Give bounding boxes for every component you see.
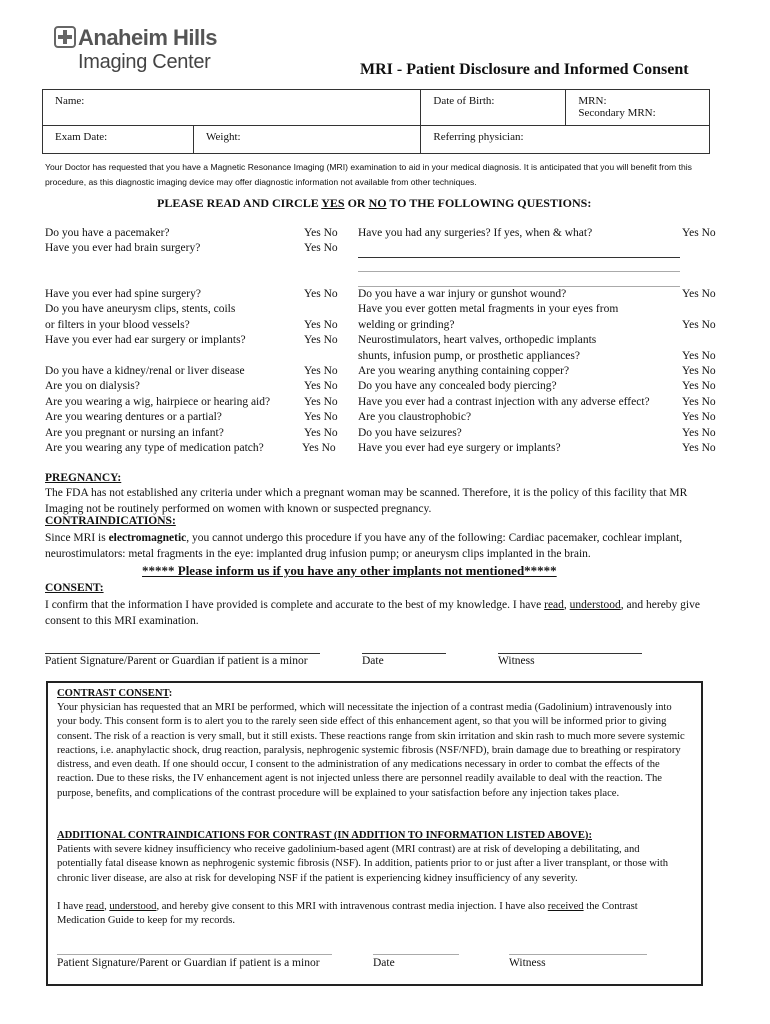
question-right: Do you have a war injury or gunshot wound?	[358, 288, 567, 300]
contrast-consent-mid: , and hereby give consent to this MRI with intravenous contrast media injection. I have also	[156, 901, 548, 912]
patient-signature-line[interactable]	[45, 653, 320, 654]
secondary-mrn-label: Secondary MRN:	[578, 107, 656, 119]
contrast-witness-line[interactable]	[509, 954, 647, 955]
additional-contraindications-text: Patients with severe kidney insufficiency who receive gadolinium-based agent (MRI contrast) are at risk of developing a debilitating, and potentially fatal disease known as nephrogenic systemic fibrosis (NSF). In addition, patients prior to or just after a liver transplant, or those with chronic liver disease, are also at risk for developing NSF if the patient is experiencing kidney insufficiency of any severity.	[57, 844, 669, 884]
consent-comma: ,	[563, 599, 570, 611]
contrast-witness-label: Witness	[509, 957, 546, 969]
yes-no-choice[interactable]: Yes No	[682, 288, 716, 300]
date-signature-line[interactable]	[362, 653, 446, 654]
please-post: TO THE FOLLOWING QUESTIONS:	[386, 196, 592, 210]
logo-line-1: Anaheim Hills	[78, 25, 217, 50]
yes-no-choice[interactable]: Yes No	[304, 411, 338, 423]
mrn-label: MRN:	[578, 95, 607, 107]
contrast-date-label: Date	[373, 957, 395, 969]
question-right: Are you claustrophobic?	[358, 411, 472, 423]
contrast-patient-signature-label: Patient Signature/Parent or Guardian if patient is a minor	[57, 957, 320, 969]
contraindications-post: , you cannot undergo this procedure if you have any of the following: Cardiac pacemaker, cochlear implant, neurostimulators: metal fragments in the eye: implanted drug infusion pump; or aneurysm clips implanted in the brain.	[45, 532, 683, 560]
yes-no-choice[interactable]: Yes No	[682, 350, 716, 362]
consent-understood: understood	[569, 599, 621, 611]
question-right: Have you ever gotten metal fragments in your eyes from	[358, 303, 619, 315]
question-left: Do you have a kidney/renal or liver disease	[45, 365, 245, 377]
contrast-heading-colon: :	[168, 688, 173, 699]
question-left: Have you ever had brain surgery?	[45, 242, 201, 254]
contraindications-text	[45, 530, 721, 562]
name-field[interactable]	[43, 90, 421, 126]
question-right: Do you have seizures?	[358, 427, 462, 439]
contrast-text: Your physician has requested that an MRI be performed, which will necessitate the injection of a contrast media (Gadolinium) intravenously into your body. This consent form is to alert you to the rarely seen side effect of this enhancement agent, so that you will be informed prior to giving consent. The risk of a reaction is very small, but it still exists. These reactions range from skin irritation and skin rash to much more severe systemic reactions, i.e. anaphylactic shock, drug reaction, paralysis, nephrogenic systemic fibrosis (NSF/NFD), brain damage due to breathing or respiratory distress, and even death. If one should occur, I consent to the administration of any medications necessary in order to combat the effects of the reaction. Due to these risks, the IV enhancement agent is not injected unless there are personnel readily available to deal with the reaction. The purpose, benefits, and complications of the contrast procedure will be explained to your satisfaction before any injection takes place.	[57, 702, 685, 799]
exam-date-field[interactable]	[43, 126, 194, 154]
contraindications-bold: electromagnetic	[108, 532, 187, 544]
yes-no-choice[interactable]: Yes No	[302, 442, 336, 454]
exam-date-label: Exam Date:	[55, 131, 108, 143]
yes-no-choice[interactable]: Yes No	[304, 227, 338, 239]
referring-physician-field[interactable]	[421, 126, 710, 154]
question-right: shunts, infusion pump, or prosthetic appliances?	[358, 350, 580, 362]
pregnancy-text: The FDA has not established any criteria under which a pregnant woman may be scanned. Therefore, it is the policy of this facility that MR Imaging not be routinely performed on women with known or suspected pregnancy.	[45, 487, 688, 515]
date-label: Date	[362, 655, 384, 667]
question-right: Have you had any surgeries? If yes, when & what?	[358, 227, 593, 239]
implants-notice: ***** Please inform us if you have any other implants not mentioned*****	[142, 563, 557, 578]
surgery-answer-line[interactable]	[358, 257, 680, 258]
contrast-consent-understood: understood	[109, 901, 157, 912]
name-label: Name:	[55, 95, 85, 107]
consent-pre: I confirm that the information I have provided is complete and accurate to the best of my knowledge. I have	[45, 599, 545, 611]
patient-signature-label: Patient Signature/Parent or Guardian if patient is a minor	[45, 655, 308, 667]
question-right: Do you have any concealed body piercing?	[358, 380, 557, 392]
yes-no-choice[interactable]: Yes No	[304, 365, 338, 377]
question-right: Neurostimulators, heart valves, orthopedic implants	[358, 334, 597, 346]
surgery-answer-line[interactable]	[358, 271, 680, 272]
intro-text: Your Doctor has requested that you have a Magnetic Resonance Imaging (MRI) examination to aid in your medical diagnosis. It is anticipated that you will benefit from this procedure, as this diagnostic imaging device may offer diagnostic information not available from other techniques.	[45, 162, 692, 187]
mrn-field[interactable]	[566, 90, 710, 126]
yes-no-choice[interactable]: Yes No	[304, 319, 338, 331]
pregnancy-heading: PREGNANCY:	[45, 472, 122, 484]
question-left: Are you wearing a wig, hairpiece or hearing aid?	[45, 396, 271, 408]
question-left: Are you pregnant or nursing an infant?	[45, 427, 224, 439]
question-right: Are you wearing anything containing copper?	[358, 365, 570, 377]
question-left: or filters in your blood vessels?	[45, 319, 190, 331]
weight-field[interactable]	[194, 126, 421, 154]
yes-no-choice[interactable]: Yes No	[682, 319, 716, 331]
patient-info-table	[42, 89, 710, 154]
contrast-consent-pre: I have	[57, 901, 86, 912]
yes-no-choice[interactable]: Yes No	[682, 427, 716, 439]
question-left: Are you wearing any type of medication patch?	[45, 442, 264, 454]
yes-no-choice[interactable]: Yes No	[304, 396, 338, 408]
consent-text	[45, 598, 721, 629]
contrast-heading	[57, 687, 172, 701]
question-right: welding or grinding?	[358, 319, 455, 331]
logo-cross-icon	[54, 26, 76, 48]
additional-contraindications-heading: ADDITIONAL CONTRAINDICATIONS FOR CONTRAST (IN ADDITION TO INFORMATION LISTED ABOVE):	[57, 830, 592, 841]
consent-read: read	[544, 599, 564, 611]
yes-no-choice[interactable]: Yes No	[304, 427, 338, 439]
witness-label: Witness	[498, 655, 535, 667]
question-left: Have you ever had spine surgery?	[45, 288, 201, 300]
instructions-heading	[157, 196, 591, 211]
yes-no-choice[interactable]: Yes No	[682, 396, 716, 408]
dob-field[interactable]	[421, 90, 566, 126]
contrast-date-line[interactable]	[373, 954, 459, 955]
contrast-consent-received: received	[547, 901, 584, 912]
contrast-consent-read: read	[85, 901, 105, 912]
contrast-consent-post: the Contrast Medication Guide to keep for my records.	[57, 901, 638, 927]
page-title: MRI - Patient Disclosure and Informed Consent	[360, 61, 689, 78]
yes-no-choice[interactable]: Yes No	[682, 227, 716, 239]
please-pre: PLEASE READ AND CIRCLE	[157, 196, 322, 210]
contrast-patient-signature-line[interactable]	[57, 954, 332, 955]
contrast-heading-text: CONTRAST CONSENT	[57, 688, 169, 699]
referring-physician-label: Referring physician:	[433, 131, 524, 143]
please-mid: OR	[344, 196, 369, 210]
yes-no-choice[interactable]: Yes No	[682, 411, 716, 423]
contrast-consent-comma: ,	[104, 901, 110, 912]
question-left: Are you on dialysis?	[45, 380, 140, 392]
please-no: NO	[368, 196, 387, 210]
yes-no-choice[interactable]: Yes No	[304, 288, 338, 300]
dob-label: Date of Birth:	[433, 95, 495, 107]
question-left: Have you ever had ear surgery or implants?	[45, 334, 246, 346]
weight-label: Weight:	[206, 131, 241, 143]
contraindications-pre: Since MRI is	[45, 532, 109, 544]
consent-post: , and hereby give consent to this MRI examination.	[45, 599, 700, 627]
yes-no-choice[interactable]: Yes No	[682, 442, 716, 454]
witness-signature-line[interactable]	[498, 653, 642, 654]
yes-no-choice[interactable]: Yes No	[304, 334, 338, 346]
please-yes: YES	[321, 196, 345, 210]
yes-no-choice[interactable]: Yes No	[304, 380, 338, 392]
question-left: Do you have aneurysm clips, stents, coils	[45, 303, 236, 315]
yes-no-choice[interactable]: Yes No	[304, 242, 338, 254]
consent-heading: CONSENT:	[45, 582, 104, 594]
contrast-consent-statement	[57, 900, 687, 929]
logo-line-2: Imaging Center	[78, 51, 211, 73]
yes-no-choice[interactable]: Yes No	[682, 365, 716, 377]
yes-no-choice[interactable]: Yes No	[682, 380, 716, 392]
question-left: Are you wearing dentures or a partial?	[45, 411, 222, 423]
question-left: Do you have a pacemaker?	[45, 227, 170, 239]
question-right: Have you ever had eye surgery or implants?	[358, 442, 561, 454]
surgery-answer-line[interactable]	[358, 286, 680, 287]
contraindications-heading: CONTRAINDICATIONS:	[45, 515, 176, 527]
question-right: Have you ever had a contrast injection with any adverse effect?	[358, 396, 650, 408]
